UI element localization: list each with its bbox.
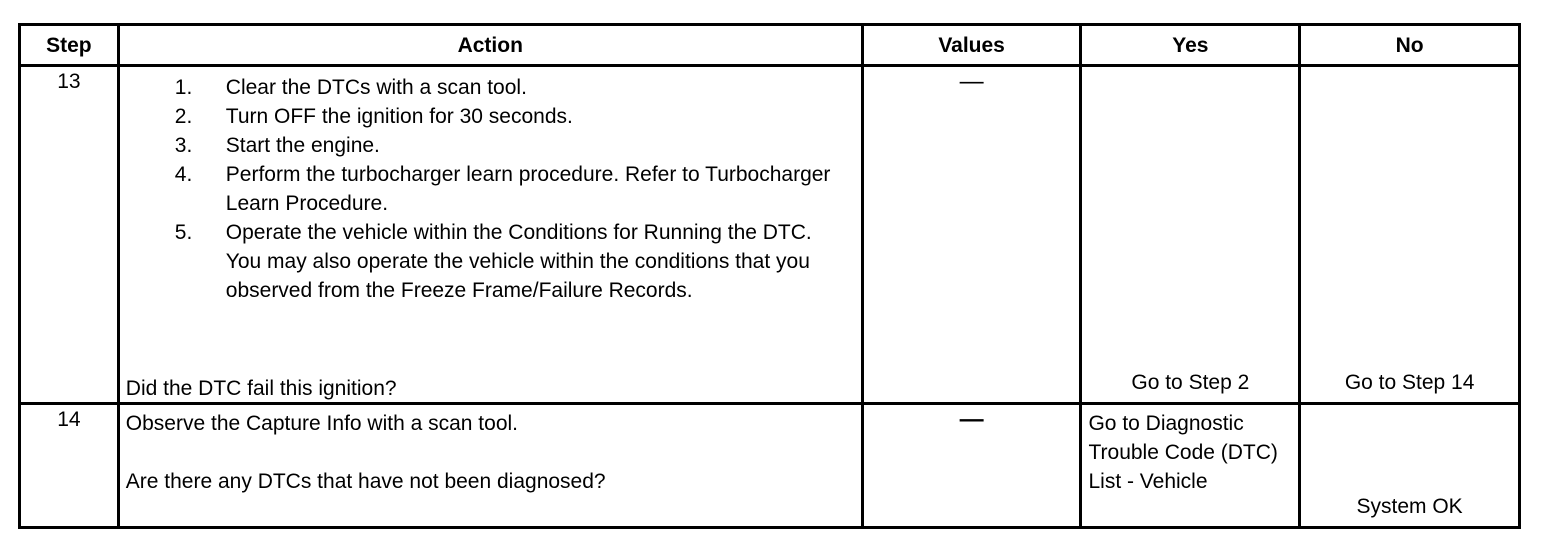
action-step-text: Perform the turbocharger learn procedure. Refer to Turbocharger Learn Procedure.: [225, 163, 831, 215]
header-row: [20, 25, 1520, 66]
action-step: [120, 160, 861, 218]
action-step-number: 4.: [174, 163, 193, 186]
action-cell: [118, 404, 862, 528]
step-number: 14: [20, 404, 119, 528]
values-dash: —: [959, 68, 984, 95]
action-text: Observe the Capture Info with a scan tool.: [125, 412, 518, 435]
action-step-text: Turn OFF the ignition for 30 seconds.: [225, 105, 573, 128]
action-step-text: Start the engine.: [225, 134, 380, 157]
values-cell: [862, 66, 1081, 404]
action-step-number: 3.: [174, 134, 193, 157]
step-number: 13: [20, 66, 119, 404]
action-cell: [118, 66, 862, 404]
no-cell: [1300, 404, 1520, 528]
action-step: [120, 218, 861, 305]
yes-outcome: Go to Step 2: [1131, 371, 1250, 394]
values-cell: [862, 404, 1081, 528]
action-step-text: Clear the DTCs with a scan tool.: [225, 76, 527, 99]
yes-cell: [1081, 66, 1300, 404]
action-step: [120, 131, 861, 160]
action-step: [120, 102, 861, 131]
action-step-number: 2.: [174, 105, 193, 128]
yes-outcome: Go to Diagnostic Trouble Code (DTC) List - Vehicle: [1088, 412, 1278, 493]
no-cell: [1300, 66, 1520, 404]
diagnostic-table: [18, 23, 1521, 529]
action-step: [120, 73, 861, 102]
action-step-number: 5.: [174, 221, 193, 244]
table-row-step-13: [20, 66, 1520, 404]
no-outcome: Go to Step 14: [1344, 371, 1475, 394]
action-steps-list: [120, 73, 861, 305]
yes-cell: [1081, 404, 1300, 528]
action-step-number: 1.: [174, 76, 193, 99]
header-yes: Yes: [1081, 25, 1300, 66]
header-values: Values: [862, 25, 1081, 66]
header-action: Action: [118, 25, 862, 66]
step-question: Did the DTC fail this ignition?: [125, 377, 397, 400]
values-dash: —: [959, 406, 984, 433]
header-step: Step: [20, 25, 119, 66]
table-row-step-14: [20, 404, 1520, 528]
no-outcome: System OK: [1356, 495, 1463, 518]
step-question: Are there any DTCs that have not been diagnosed?: [125, 470, 606, 493]
header-no: No: [1300, 25, 1520, 66]
action-step-text: Operate the vehicle within the Conditions for Running the DTC. You may also operate the vehicle within the conditions that you observed from the Freeze Frame/Failure Records.: [225, 221, 812, 302]
